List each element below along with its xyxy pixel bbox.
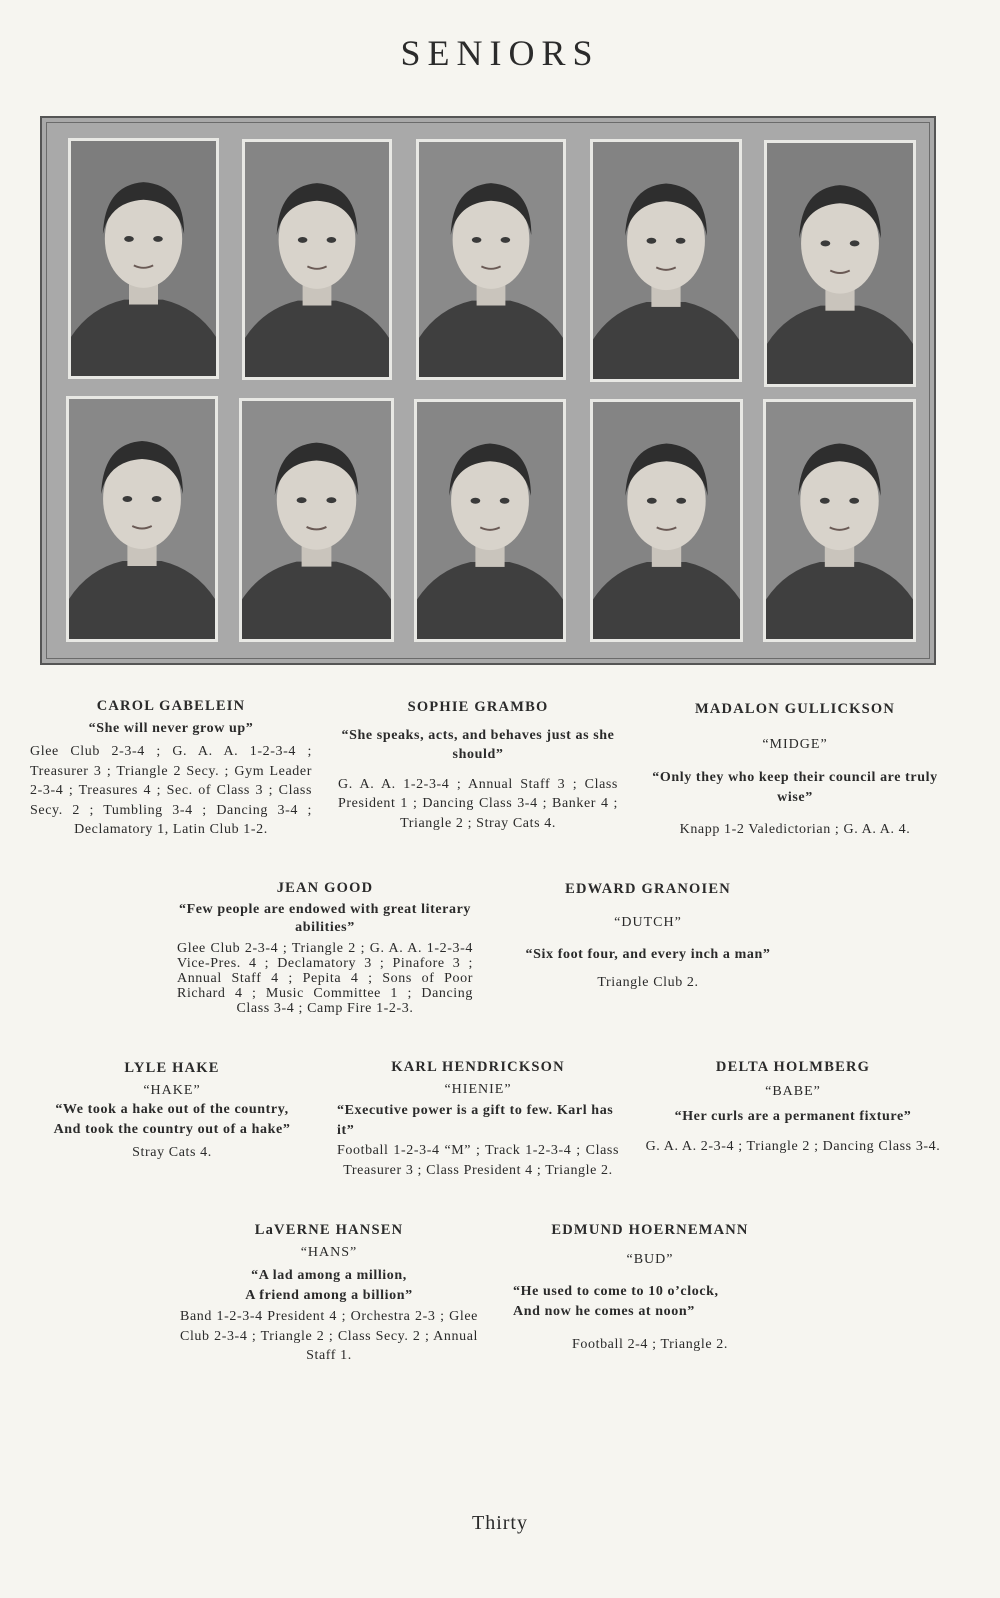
senior-activities: Triangle Club 2.	[597, 974, 699, 990]
senior-activities: G. A. A. 1-2-3-4 ; Annual Staff 3 ; Class President 1 ; Dancing Class 3-4 ; Banker 4 ; Triangle 2 ; Stray Cats 4.	[338, 776, 618, 831]
senior-motto: “Six foot four, and every inch a man”	[525, 947, 771, 962]
senior-activities: Knapp 1-2 Valedictorian ; G. A. A. 4.	[679, 822, 911, 837]
senior-name: JEAN GOOD	[276, 880, 374, 896]
senior-motto-line-1: “We took a hake out of the country,	[55, 1102, 289, 1117]
senior-portrait-photo	[590, 399, 743, 642]
senior-nickname: “HANS”	[300, 1244, 358, 1260]
senior-motto: “Her curls are a permanent fixture”	[674, 1109, 912, 1124]
senior-activities: Band 1-2-3-4 President 4 ; Orchestra 2-3 ; Glee Club 2-3-4 ; Triangle 2 ; Class Secy. 2 ; Annual Staff 1.	[180, 1309, 478, 1363]
senior-motto: “She will never grow up”	[88, 720, 254, 736]
bio-edmund-hoernemann	[505, 1221, 795, 1355]
senior-name: EDWARD GRANOIEN	[565, 881, 731, 897]
senior-activities: Glee Club 2-3-4 ; G. A. A. 1-2-3-4 ; Treasurer 3 ; Triangle 2 Secy. ; Gym Leader 2-3-4 ; Treasures 4 ; Sec. of Class 3 ; Class Secy. 2 ; Tumbling 3-4 ; Dancing 3-4 ; Declamatory 1, Latin Club 1-2.	[30, 744, 312, 837]
senior-nickname: “MIDGE”	[762, 736, 828, 752]
senior-activities: Stray Cats 4.	[132, 1145, 212, 1160]
bio-carol-gabelein	[30, 697, 312, 840]
senior-motto: “Only they who keep their council are truly wise”	[652, 770, 938, 805]
bio-lyle-hake	[30, 1059, 314, 1163]
bio-jean-good	[177, 879, 473, 1016]
senior-name: LYLE HAKE	[124, 1060, 220, 1076]
senior-motto: “Few people are endowed with great literary abilities”	[178, 902, 471, 935]
senior-activities: G. A. A. 2-3-4 ; Triangle 2 ; Dancing Class 3-4.	[645, 1138, 941, 1154]
senior-portrait-photo	[416, 139, 566, 380]
bio-delta-holmberg	[642, 1058, 944, 1156]
senior-name: LaVERNE HANSEN	[254, 1222, 404, 1238]
bio-edward-granoien	[500, 880, 796, 992]
senior-nickname: “DUTCH”	[614, 914, 682, 930]
senior-portrait-photo	[414, 399, 566, 642]
senior-portrait-photo	[764, 140, 916, 387]
senior-portrait-photo	[763, 399, 916, 642]
bio-sophie-grambo	[338, 698, 618, 833]
senior-photo-panel	[40, 116, 936, 665]
bio-laverne-hansen	[180, 1221, 478, 1366]
senior-motto-line-2: And took the country out of a hake”	[53, 1121, 291, 1137]
senior-name: KARL HENDRICKSON	[391, 1059, 565, 1075]
senior-motto-line-2: And now he comes at noon”	[513, 1303, 695, 1319]
senior-nickname: “BUD”	[626, 1251, 674, 1267]
senior-name: MADALON GULLICKSON	[694, 701, 896, 717]
page-title: SENIORS	[400, 33, 600, 73]
senior-motto-line-1: “A lad among a million,	[251, 1268, 407, 1283]
bio-karl-hendrickson	[337, 1058, 619, 1180]
senior-name: SOPHIE GRAMBO	[407, 699, 549, 715]
senior-nickname: “HAKE”	[143, 1082, 201, 1098]
senior-portrait-photo	[68, 138, 219, 379]
senior-portrait-photo	[242, 139, 392, 380]
senior-motto-line-2: A friend among a billion”	[245, 1287, 413, 1303]
senior-activities: Football 2-4 ; Triangle 2.	[572, 1337, 728, 1352]
senior-name: EDMUND HOERNEMANN	[551, 1222, 749, 1238]
senior-activities: Glee Club 2-3-4 ; Triangle 2 ; G. A. A. 1-2-3-4 Vice-Pres. 4 ; Declamatory 3 ; Pinafore 3 ; Annual Staff 4 ; Pepita 4 ; Sons of Poor Richard 4 ; Music Committee 1 ; Dancing Class 3-4 ; Camp Fire 1-2-3.	[177, 941, 473, 1016]
page-number: Thirty	[472, 1512, 528, 1534]
senior-motto: “Executive power is a gift to few. Karl has it”	[337, 1103, 614, 1138]
senior-nickname: “HIENIE”	[444, 1081, 512, 1097]
senior-portrait-photo	[239, 398, 394, 642]
senior-motto: “She speaks, acts, and behaves just as she should”	[341, 727, 615, 762]
senior-name: DELTA HOLMBERG	[715, 1059, 871, 1075]
senior-name: CAROL GABELEIN	[96, 698, 246, 714]
senior-motto-line-1: “He used to come to 10 o’clock,	[513, 1284, 719, 1299]
senior-portrait-photo	[66, 396, 218, 642]
senior-activities: Football 1-2-3-4 “M” ; Track 1-2-3-4 ; Class Treasurer 3 ; Class President 4 ; Triangle 2.	[337, 1143, 619, 1178]
senior-nickname: “BABE”	[765, 1083, 821, 1099]
senior-portrait-photo	[590, 139, 742, 382]
bio-madalon-gullickson	[644, 700, 946, 840]
